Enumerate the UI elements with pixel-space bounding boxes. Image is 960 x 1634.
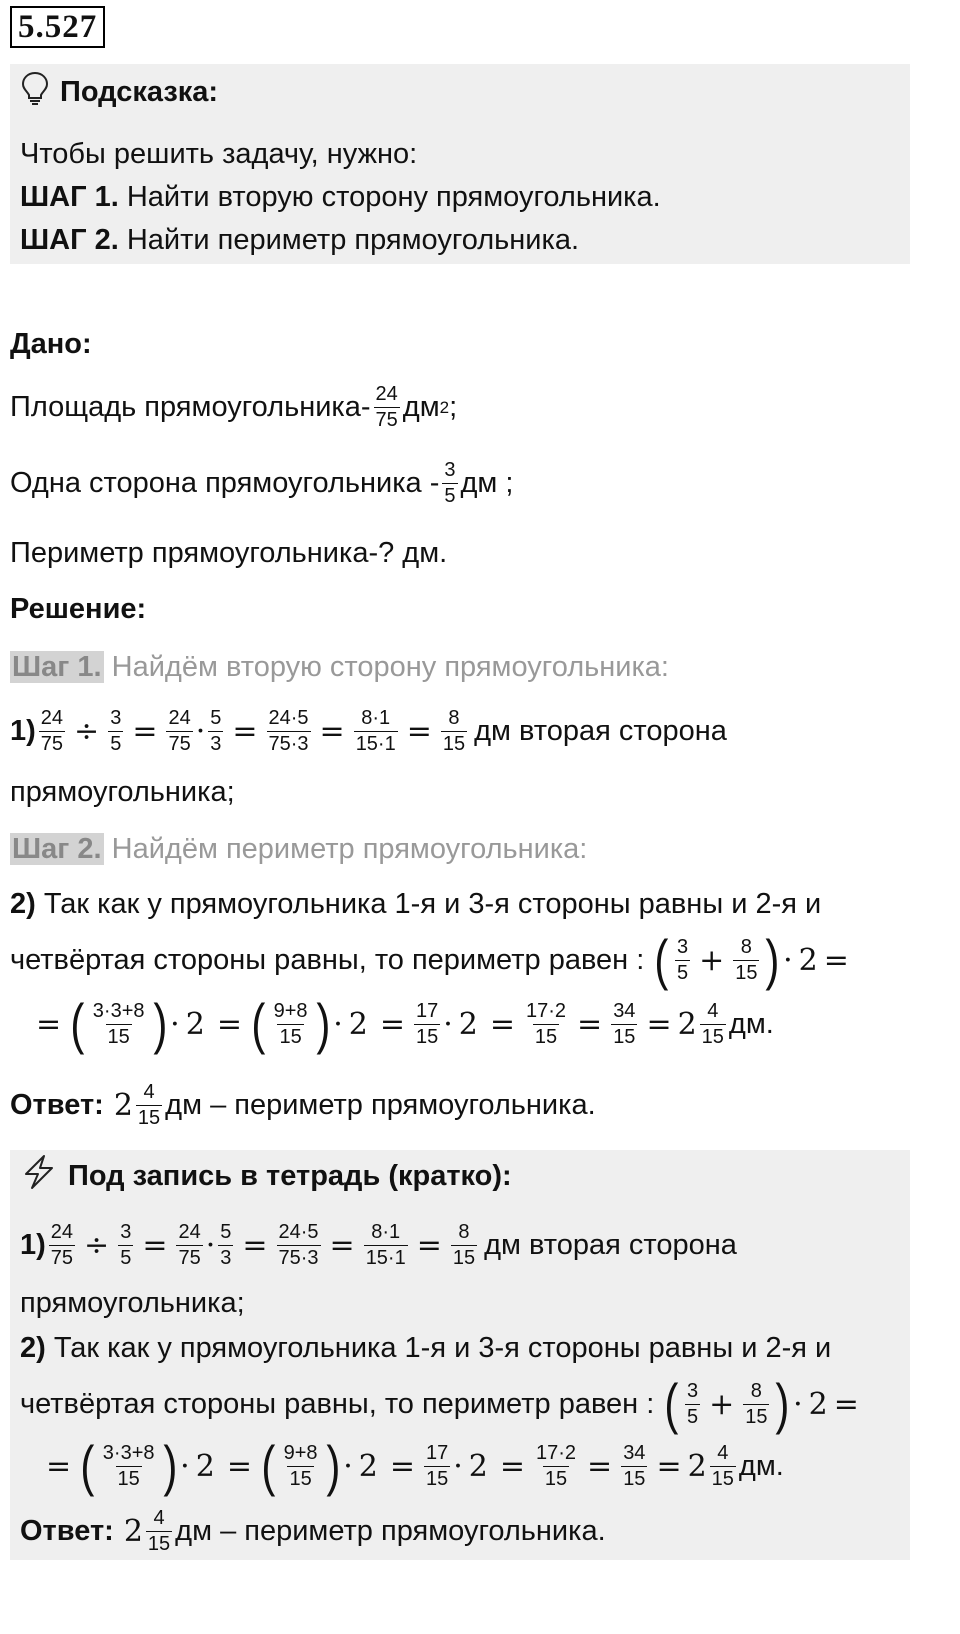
step-1-text: Найдём вторую сторону прямоугольника:	[103, 651, 669, 683]
notebook-line-2: 2) Так как у прямоугольника 1-я и 3-я стороны равны и 2-я и	[20, 1332, 832, 1364]
hint-step-1-label: ШАГ 1.	[20, 181, 119, 213]
step-2-label: Шаг 2.	[12, 833, 102, 865]
hint-title: Подсказка:	[60, 75, 219, 108]
given-side-unit: дм ;	[460, 467, 514, 499]
hint-step-2-label: ШАГ 2.	[20, 224, 119, 256]
hint-step-2-text: Найти периметр прямоугольника.	[118, 224, 580, 256]
solution-line-1-cont: прямоугольника;	[10, 776, 235, 808]
given-side-text: Одна сторона прямоугольника -	[10, 467, 440, 499]
given-perimeter: Периметр прямоугольника-? дм.	[10, 537, 448, 569]
given-area-text: Площадь прямоугольника-	[10, 391, 371, 423]
notebook-line-1: 1) $\frac{24}{75}$ ÷ $\frac{3}{5}$ = $\frac{24}{75}$ · $\frac{5}{3}$ = $\frac{24\cdot 5}{75\cdot 3}$ = $\frac{8\cdot 1}{15\cdot 1}$ = $\frac{8}{15}$ дм вторая сторона	[20, 1221, 737, 1269]
given-title: Дано:	[10, 328, 92, 360]
solution-answer: Ответ: 2 $\frac{4}{15}$ дм – периметр прямоугольника.	[10, 1081, 596, 1129]
solution-title: Решение:	[10, 593, 147, 625]
lightbulb-icon	[20, 71, 50, 113]
hint-intro: Чтобы решить задачу, нужно:	[20, 138, 418, 170]
side-fraction: $\frac{3}{5}$	[444, 459, 456, 507]
area-fraction: $\frac{24}{75}$	[375, 383, 398, 431]
notebook-answer: Ответ: 2 $\frac{4}{15}$ дм – периметр прямоугольника.	[20, 1507, 606, 1555]
notebook-line-2b: четвёртая стороны равны, то периметр равен : ( $\frac{3}{5}$ + $\frac{8}{15}$ ) · 2 =	[20, 1372, 859, 1435]
solution-line-1: 1) $\frac{24}{75}$ ÷ $\frac{3}{5}$ = $\frac{24}{75}$ · $\frac{5}{3}$ = $\frac{24\cdot 5}{75\cdot 3}$ = $\frac{8\cdot 1}{15\cdot 1}$ = $\frac{8}{15}$ дм вторая сторона	[10, 707, 727, 755]
given-side	[10, 460, 514, 507]
notebook-line-2c: = ( $\frac{3\cdot 3+8}{15}$ ) · 2 = ( $\frac{9+8}{15}$ ) · 2 = $\frac{17}{15}$ · 2 = $\frac{17\cdot 2}{15}$ = $\frac{34}{15}$ = 2 $\frac{4}{15}$ дм.	[46, 1434, 784, 1497]
notebook-title-row	[20, 1156, 512, 1196]
given-area-sup: 2	[439, 397, 450, 417]
task-number: 5.527	[10, 6, 105, 48]
hint-step-2	[20, 224, 579, 257]
solution-step-2	[10, 833, 587, 866]
hint-step-1	[20, 181, 661, 214]
solution-line-2c: = ( $\frac{3\cdot 3+8}{15}$ ) · 2 = ( $\frac{9+8}{15}$ ) · 2 = $\frac{17}{15}$ · 2 = $\frac{17\cdot 2}{15}$ = $\frac{34}{15}$ = 2 $\frac{4}{15}$ дм.	[36, 992, 774, 1055]
hint-title-row	[20, 72, 218, 112]
solution-step-1	[10, 651, 669, 684]
given-area: Площадь прямоугольника- $\frac{24}{75}$ дм 2 ;	[10, 383, 458, 431]
solution-line-2b: четвёртая стороны равны, то периметр равен : ( $\frac{3}{5}$ + $\frac{8}{15}$ ) · 2 =	[10, 928, 849, 991]
step-2-text: Найдём периметр прямоугольника:	[103, 833, 588, 865]
hint-step-1-text: Найти вторую сторону прямоугольника.	[118, 181, 661, 213]
step-1-label: Шаг 1.	[12, 651, 102, 683]
lightning-icon	[20, 1154, 58, 1198]
notebook-title: Под запись в тетрадь (кратко):	[68, 1159, 512, 1192]
notebook-line-1-cont: прямоугольника;	[20, 1287, 245, 1319]
given-area-unit: дм	[402, 391, 440, 423]
solution-line-2: 2) Так как у прямоугольника 1-я и 3-я стороны равны и 2-я и	[10, 888, 822, 920]
